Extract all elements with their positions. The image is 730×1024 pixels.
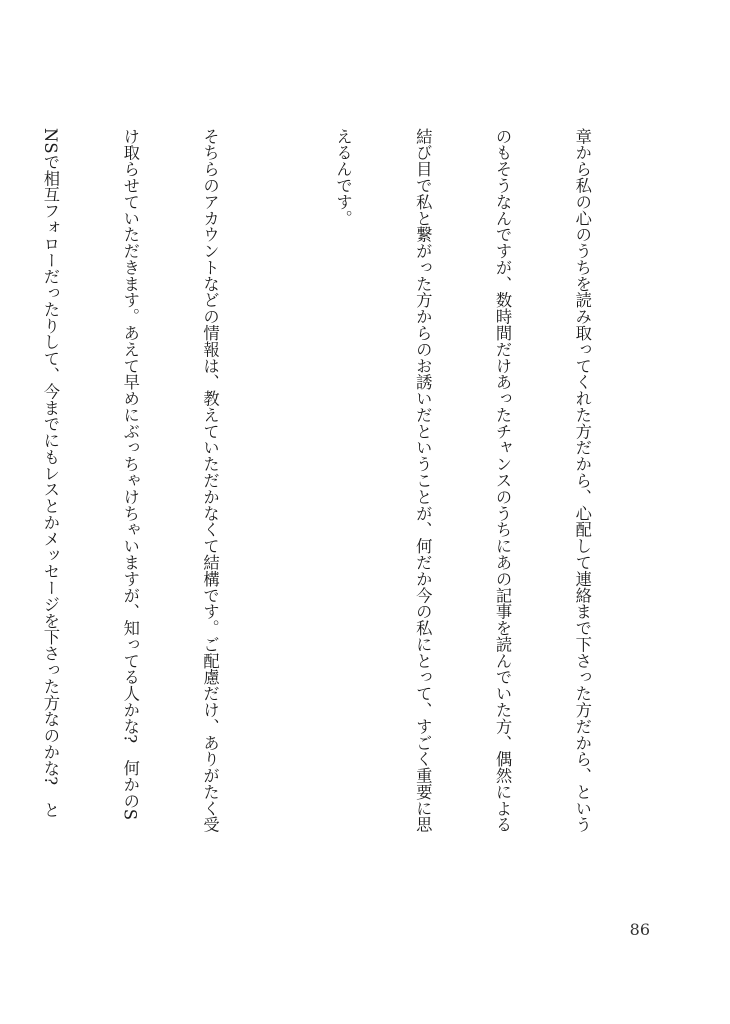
vertical-text-block <box>0 128 648 898</box>
page-number: 86 <box>629 920 650 939</box>
text-line: えるんです。 <box>333 128 353 227</box>
text-line: 結び目で私と繋がった方からのお誘いだということが、何だか今の私にとって、すごく重要に思 <box>413 128 433 833</box>
text-line: のもそうなんですが、数時間だけあったチャンスのうちにあの記事を読んでいた方、偶然による <box>493 128 513 833</box>
text-line: そちらのアカウントなどの情報は、教えていただかなくて結構です。ご配慮だけ、ありがたく受 <box>200 128 220 833</box>
text-line: NSで相互フォローだったりして、今までにもレスとかメッセージを下さった方なのかな? と <box>40 128 60 819</box>
text-line: け取らせていただきます。あえて早めにぶっちゃけちゃいますが、知ってる人かな? 何かのS <box>120 128 140 821</box>
text-line: 章から私の心のうちを読み取ってくれた方だから、心配して連絡まで下さった方だから、という <box>572 128 592 833</box>
